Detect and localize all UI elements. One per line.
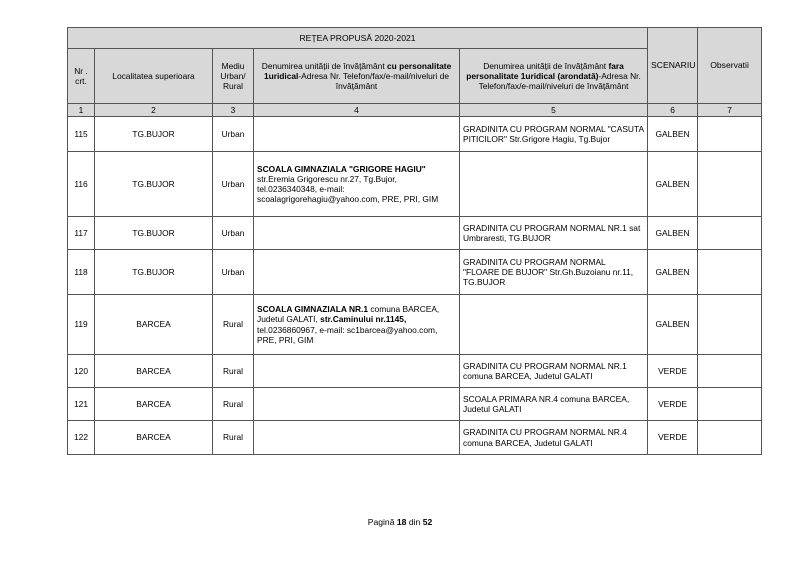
row-observatii	[698, 421, 762, 455]
row-scenariu: GALBEN	[648, 152, 698, 217]
table-row	[68, 355, 762, 388]
col-number: 4	[254, 104, 460, 117]
col-number: 5	[460, 104, 648, 117]
row-unit-arondata: GRADINITA CU PROGRAM NORMAL NR.1 sat Umbraresti, TG.BUJOR	[460, 217, 648, 250]
row-localitate: BARCEA	[95, 295, 213, 355]
row-localitate: BARCEA	[95, 421, 213, 455]
row-mediu: Urban	[213, 152, 254, 217]
row-unit-pj	[254, 117, 460, 152]
row-scenariu: VERDE	[648, 421, 698, 455]
row-localitate: TG.BUJOR	[95, 117, 213, 152]
row-scenariu: GALBEN	[648, 250, 698, 295]
row-nr: 115	[68, 117, 95, 152]
row-unit-arondata	[460, 295, 648, 355]
row-scenariu: VERDE	[648, 355, 698, 388]
table-row	[68, 152, 762, 217]
row-mediu: Rural	[213, 388, 254, 421]
col-number: 7	[698, 104, 762, 117]
row-localitate: BARCEA	[95, 388, 213, 421]
row-unit-pj	[254, 355, 460, 388]
row-mediu: Urban	[213, 250, 254, 295]
table-row	[68, 250, 762, 295]
row-observatii	[698, 355, 762, 388]
row-mediu: Rural	[213, 421, 254, 455]
row-localitate: TG.BUJOR	[95, 217, 213, 250]
row-observatii	[698, 217, 762, 250]
row-unit-pj	[254, 217, 460, 250]
row-unit-arondata: GRADINITA CU PROGRAM NORMAL "FLOARE DE BUJOR" Str.Gh.Buzoianu nr.11, TG.BUJOR	[460, 250, 648, 295]
header-localitate: Localitatea superioara	[95, 49, 213, 104]
row-localitate: BARCEA	[95, 355, 213, 388]
col-number: 1	[68, 104, 95, 117]
row-observatii	[698, 388, 762, 421]
row-unit-arondata: GRADINITA CU PROGRAM NORMAL NR.4 comuna BARCEA, Judetul GALATI	[460, 421, 648, 455]
table-row	[68, 217, 762, 250]
header-unit-without-legal-personality: Denumirea unității de învățământ fara personalitate 1uridical (arondată)-Adresa Nr. Telefon/fax/e-mail/niveluri de învățământ	[460, 49, 648, 104]
table-row	[68, 388, 762, 421]
row-unit-arondata: GRADINITA CU PROGRAM NORMAL "CASUTA PITICILOR" Str.Grigore Hagiu, Tg.Bujor	[460, 117, 648, 152]
table-title: REȚEA PROPUSĂ 2020-2021	[68, 28, 648, 49]
row-observatii	[698, 250, 762, 295]
page-number: 18	[396, 517, 407, 527]
row-unit-pj	[254, 388, 460, 421]
row-nr: 122	[68, 421, 95, 455]
row-nr: 119	[68, 295, 95, 355]
row-mediu: Urban	[213, 117, 254, 152]
row-observatii	[698, 117, 762, 152]
row-mediu: Rural	[213, 295, 254, 355]
row-observatii	[698, 152, 762, 217]
table-row	[68, 421, 762, 455]
row-unit-pj	[254, 250, 460, 295]
row-localitate: TG.BUJOR	[95, 152, 213, 217]
col-number: 2	[95, 104, 213, 117]
row-nr: 120	[68, 355, 95, 388]
header-nr: Nr . crt.	[68, 49, 95, 104]
row-observatii	[698, 295, 762, 355]
row-nr: 116	[68, 152, 95, 217]
table-row	[68, 295, 762, 355]
row-localitate: TG.BUJOR	[95, 250, 213, 295]
row-scenariu: GALBEN	[648, 295, 698, 355]
row-unit-pj: SCOALA GIMNAZIALA "GRIGORE HAGIU" str.Eremia Grigorescu nr.27, Tg.Bujor, tel.0236340348, e-mail: scoalagrigorehagiu@yahoo.com, PRE, PRI, GIM	[254, 152, 460, 217]
row-nr: 117	[68, 217, 95, 250]
page-footer: Pagină 18 din 52	[367, 517, 433, 527]
row-nr: 118	[68, 250, 95, 295]
row-unit-pj: SCOALA GIMNAZIALA NR.1 comuna BARCEA, Judetul GALATI, str.Caminului nr.1145, tel.0236860967, e-mail: sc1barcea@yahoo.com, PRE, PRI, GIM	[254, 295, 460, 355]
page-total: 52	[422, 517, 433, 527]
row-mediu: Rural	[213, 355, 254, 388]
col-number: 6	[648, 104, 698, 117]
row-unit-arondata: SCOALA PRIMARA NR.4 comuna BARCEA, Judetul GALATI	[460, 388, 648, 421]
row-unit-pj	[254, 421, 460, 455]
header-unit-with-legal-personality: Denumirea unității de învățământ cu personalitate 1uridical-Adresa Nr. Telefon/fax/e-mail/niveluri de învățământ	[254, 49, 460, 104]
column-number-row	[68, 104, 762, 117]
row-nr: 121	[68, 388, 95, 421]
row-unit-arondata: GRADINITA CU PROGRAM NORMAL NR.1 comuna BARCEA, Judetul GALATI	[460, 355, 648, 388]
table-row	[68, 117, 762, 152]
row-mediu: Urban	[213, 217, 254, 250]
header-observatii: Observatii	[698, 28, 762, 104]
header-mediu: Mediu Urban/ Rural	[213, 49, 254, 104]
row-scenariu: GALBEN	[648, 217, 698, 250]
col-number: 3	[213, 104, 254, 117]
row-unit-arondata	[460, 152, 648, 217]
school-network-table	[67, 27, 762, 455]
header-scenariu: SCENARIU	[648, 28, 698, 104]
row-scenariu: GALBEN	[648, 117, 698, 152]
row-scenariu: VERDE	[648, 388, 698, 421]
